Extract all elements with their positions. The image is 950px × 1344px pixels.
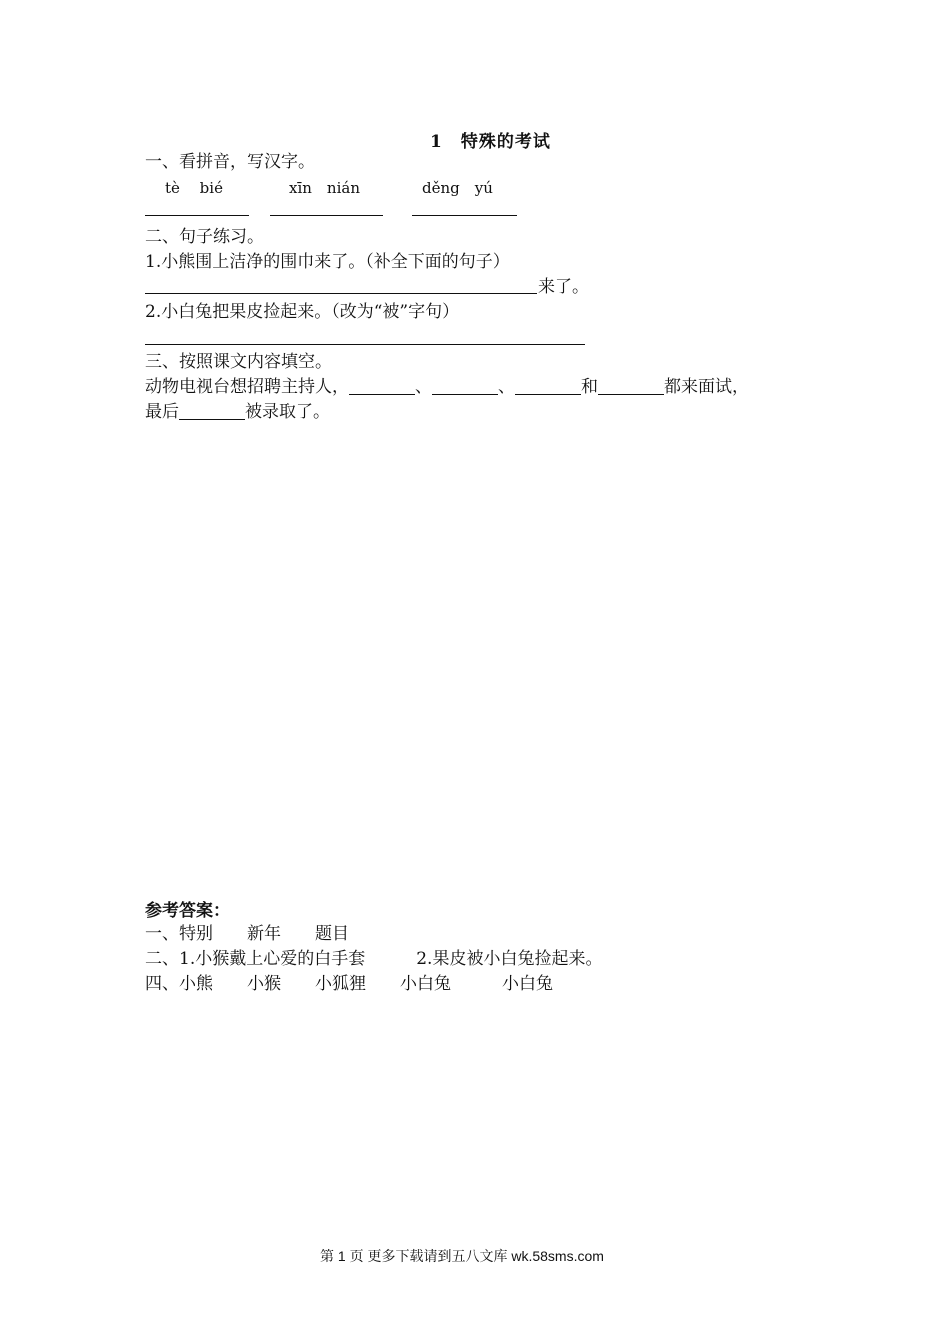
- answer-line-1[interactable]: [145, 215, 249, 216]
- answers-line-1: 一、特别 新年 题目: [145, 924, 349, 944]
- fill-text-1: 动物电视台想招聘主持人，: [145, 377, 349, 397]
- sentence-answer-line-1[interactable]: [145, 293, 537, 294]
- page-title: 1 特殊的考试: [430, 132, 551, 152]
- pinyin-3: děng yú: [422, 179, 493, 197]
- sentence-question-2: 2.小白兔把果皮捡起来。（改为“被”字句）: [145, 302, 460, 322]
- fill-blank-4[interactable]: [598, 377, 664, 395]
- section2-heading: 二、句子练习。: [145, 227, 264, 247]
- fill-text-2: 都来面试，: [664, 377, 749, 397]
- answer-line-2[interactable]: [270, 215, 383, 216]
- pinyin-2: xīn nián: [289, 179, 360, 197]
- fill-text-3: 最后: [145, 402, 179, 422]
- answers-line-2: 二、1.小猴戴上心爱的白手套 2.果皮被小白兔捡起来。: [145, 949, 603, 969]
- answer-line-3[interactable]: [412, 215, 517, 216]
- fill-in-sentence: [145, 375, 749, 399]
- sentence-answer-line-2[interactable]: [145, 344, 585, 345]
- answers-heading: 参考答案：: [145, 901, 230, 921]
- sentence-suffix: 来了。: [538, 277, 589, 297]
- fill-sep-2: 、: [498, 377, 515, 397]
- fill-in-sentence-2: [145, 400, 330, 424]
- fill-blank-2[interactable]: [432, 377, 498, 395]
- fill-text-4: 被录取了。: [245, 402, 330, 422]
- fill-sep-1: 、: [415, 377, 432, 397]
- fill-blank-5[interactable]: [179, 402, 245, 420]
- fill-blank-1[interactable]: [349, 377, 415, 395]
- fill-blank-3[interactable]: [515, 377, 581, 395]
- sentence-question-1: 1.小熊围上洁净的围巾来了。（补全下面的句子）: [145, 252, 510, 272]
- page-footer: 第 1 页 更多下载请到五八文库 wk.58sms.com: [320, 1248, 604, 1264]
- section3-heading: 三、按照课文内容填空。: [145, 352, 332, 372]
- fill-sep-3: 和: [581, 377, 598, 397]
- section1-heading: 一、看拼音，写汉字。: [145, 152, 315, 172]
- answers-line-3: 四、小熊 小猴 小狐狸 小白兔 小白兔: [145, 974, 553, 994]
- pinyin-1: tè bié: [165, 179, 223, 197]
